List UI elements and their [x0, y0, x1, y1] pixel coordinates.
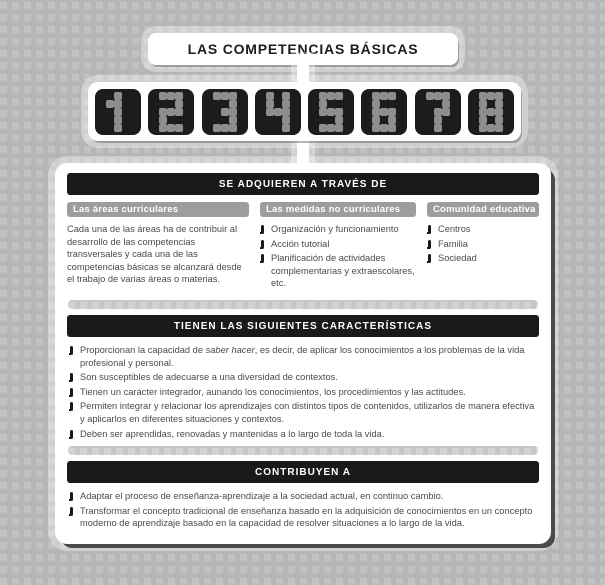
number-tile-7 — [415, 89, 461, 135]
bullet-icon — [261, 254, 264, 263]
list-item-text: Adaptar el proceso de enseñanza-aprendizaje a la sociedad actual, en continuo cambio. — [80, 491, 444, 502]
number-tile-3 — [202, 89, 248, 135]
column-curricular-areas — [67, 202, 249, 294]
acquire-columns — [67, 202, 539, 294]
list-item — [427, 223, 539, 236]
column-header-non-curricular — [260, 202, 416, 217]
non-curricular-list — [260, 223, 416, 290]
list-item-text: Deben ser aprendidas, renovadas y mantenidas a lo largo de toda la vida. — [80, 428, 385, 439]
list-item — [69, 344, 537, 369]
list-item-text: Centros — [438, 224, 471, 234]
digit-5 — [319, 92, 343, 132]
column-header-label: Las áreas curriculares — [73, 204, 179, 215]
list-item — [69, 386, 537, 399]
section-divider — [68, 300, 538, 309]
section-header-contribute — [67, 461, 539, 483]
characteristics-list — [69, 344, 537, 440]
community-list — [427, 223, 539, 265]
bullet-icon — [70, 388, 73, 397]
list-item-text: Permiten integrar y relacionar los aprendizajes con distintos tipos de contenidos, utilizarlos de manera efectiva y aplicarlos en diferentes situaciones y contextos. — [80, 401, 535, 424]
list-item-text: Organización y funcionamiento — [271, 224, 399, 234]
number-tile-1 — [95, 89, 141, 135]
number-tile-5 — [308, 89, 354, 135]
list-item — [427, 252, 539, 265]
bullet-icon — [70, 492, 73, 501]
column-non-curricular-measures — [260, 202, 416, 294]
bullet-icon — [428, 240, 431, 249]
list-item-text: Acción tutorial — [271, 238, 330, 249]
curricular-areas-paragraph: Cada una de las áreas ha de contribuir al desarrollo de las competencias transversales y cada una de las competencias básicas se alcanzará desde el trabajo de varias áreas o materias. — [67, 224, 242, 285]
competencies-numbers-band — [88, 82, 521, 141]
digit-7 — [426, 92, 450, 132]
bullet-icon — [261, 225, 264, 234]
list-item-text: Familia — [438, 238, 468, 249]
number-tile-8 — [468, 89, 514, 135]
section-header-contribute-label: CONTRIBUYEN A — [255, 466, 351, 478]
section-header-acquire — [67, 173, 539, 195]
bullet-icon — [70, 373, 73, 382]
list-item — [260, 223, 416, 236]
section-header-characteristics — [67, 315, 539, 337]
list-item-text: Sociedad — [438, 253, 477, 264]
main-panel — [55, 163, 551, 544]
number-tile-4 — [255, 89, 301, 135]
bullet-icon — [428, 225, 431, 234]
contribute-list — [69, 490, 537, 530]
column-header-community — [427, 202, 539, 217]
list-item-text: Son susceptibles de adecuarse a una diversidad de contextos. — [80, 372, 338, 383]
list-item-text: Tienen un carácter integrador, aunando los conocimientos, los procedimientos y las actitudes. — [80, 386, 466, 397]
list-item — [69, 371, 537, 384]
bullet-icon — [70, 430, 73, 439]
column-header-label: Comunidad educativa — [433, 204, 536, 215]
list-item-text: Transformar el concepto tradicional de enseñanza basado en la adquisición de conocimientos en un concepto moderno de aprendizaje basado en la capacidad de resolver situaciones a lo largo de la vida. — [80, 505, 533, 529]
digit-6 — [372, 92, 396, 132]
bullet-icon — [70, 507, 73, 516]
digit-8 — [479, 92, 503, 132]
list-item — [69, 400, 537, 425]
list-item — [427, 238, 539, 251]
list-item — [69, 490, 537, 503]
list-item-text: Proporcionan la capacidad de saber hacer, es decir, de aplicar los conocimientos a los problemas de la vida profesional y personal. — [80, 345, 525, 368]
bullet-icon — [428, 254, 431, 263]
section-header-acquire-label: SE ADQUIEREN A TRAVÉS DE — [218, 178, 388, 190]
number-tile-2 — [148, 89, 194, 135]
column-header-label: Las medidas no curriculares — [266, 204, 401, 215]
digit-2 — [159, 92, 183, 132]
list-item-text: Planificación de actividades complementarias y extraescolares, etc. — [271, 253, 415, 289]
section-divider — [68, 446, 538, 455]
column-educational-community — [427, 202, 539, 294]
section-header-characteristics-label: TIENEN LAS SIGUIENTES CARACTERÍSTICAS — [173, 320, 433, 332]
bullet-icon — [70, 402, 73, 411]
digit-3 — [213, 92, 237, 132]
column-header-curricular-areas — [67, 202, 249, 217]
bullet-icon — [261, 240, 264, 249]
list-item — [260, 252, 416, 290]
list-item — [260, 238, 416, 251]
diagram-title: LAS COMPETENCIAS BÁSICAS — [187, 41, 419, 57]
list-item — [69, 428, 537, 441]
bullet-icon — [70, 346, 73, 355]
digit-1 — [106, 92, 130, 132]
list-item — [69, 505, 537, 530]
digit-4 — [266, 92, 290, 132]
number-tile-6 — [361, 89, 407, 135]
